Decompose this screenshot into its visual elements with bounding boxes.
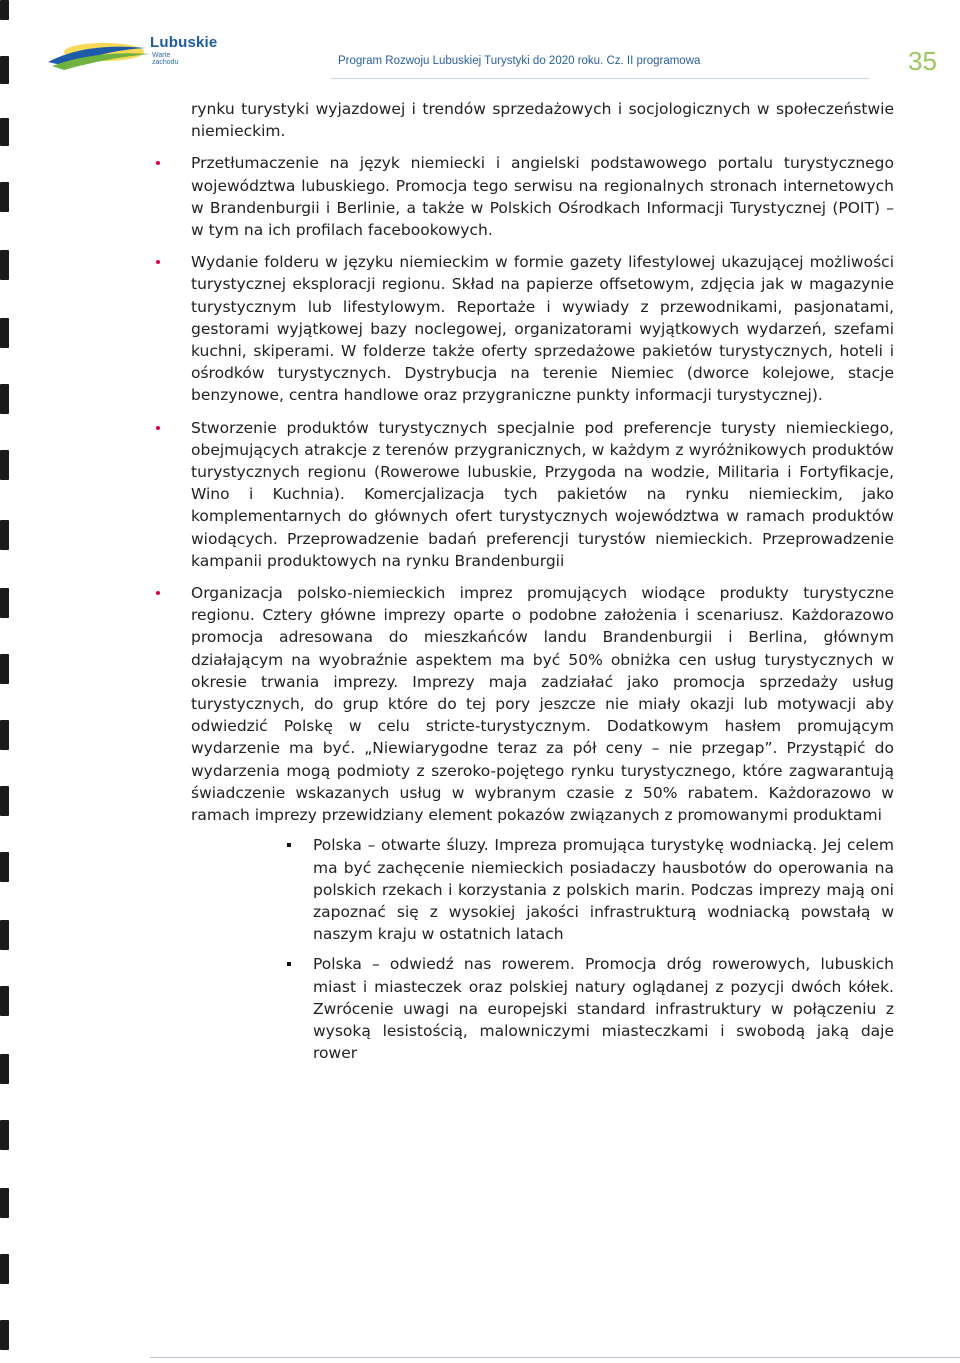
page-header (30, 28, 950, 80)
sub-bullet-text: Polska – odwiedź nas rowerem. Promocja dróg rowerowych, lubuskich miast i miasteczek oraz polskiej natury oglądanej z pozycji dwóch kółek. Zwrócenie uwagi na europejski standard infrastruktury w połączeniu z wysoką lesistością, malowniczymi miasteczkami i swobodą jaką daje rower (313, 955, 894, 1063)
page-number: 35 (908, 46, 937, 76)
bullet-dot-icon (156, 161, 160, 165)
list-item (191, 582, 894, 1064)
square-bullet-icon (287, 962, 291, 966)
bullet-dot-icon (156, 426, 160, 430)
bullet-text: Przetłumaczenie na język niemiecki i angielski podstawowego portalu turystycznego województwa lubuskiego. Promocja tego serwisu na regionalnych stronach internetowych w Brandenburgii i Berlinie, a także w Polskich Ośrodkach Informacji Turystycznej (POIT) – w tym na ich profilach facebookowych. (191, 154, 894, 240)
document-body (191, 98, 894, 1064)
running-title: Program Rozwoju Lubuskiej Turystyki do 2020 roku. Cz. II programowa (338, 55, 701, 67)
sub-list-item (313, 834, 894, 945)
lubuskie-logo (46, 34, 218, 80)
list-item (191, 251, 894, 406)
sub-bullet-text: Polska – otwarte śluzy. Impreza promująca turystykę wodniacką. Jej celem ma być zachęcenie niemieckich posiadaczy hausbotów do operowania na polskich rzekach i korzystania z polskich marin. Podczas imprezy mają oni zapoznać się z wysokiej jakości infrastrukturą wodniacką powstałą w naszym kraju w ostatnich latach (313, 836, 894, 944)
bullet-text: Wydanie folderu w języku niemieckim w formie gazety lifestylowej ukazującej możliwości turystycznej eksploracji regionu. Skład na papierze offsetowym, zdjęcia jak w magazynie turystycznym lub lifestylowym. Reportaże i wywiady z przewodnikami, pasjonatami, gestorami wyjątkowej bazy noclegowej, organizatorami wyjątkowych wydarzeń, szefami kuchni, skiperami. W folderze także oferty sprzedażowe pakietów turystycznych, hoteli i ośrodków turystycznych. Dystrybucja na terenie Niemiec (dworce kolejowe, stacje benzynowe, centra handlowe oraz przygraniczne punkty informacji turystycznej). (191, 253, 894, 405)
header-divider (330, 78, 870, 79)
logo-swoosh-icon (46, 36, 156, 72)
bullet-dot-icon (156, 260, 160, 264)
bullet-text: Organizacja polsko-niemieckich imprez promujących wiodące produkty turystyczne regionu. Cztery główne imprezy oparte o podobne założenia i scenariusz. Każdorazowo promocja adresowana do mieszkańców landu Brandenburgii i Berlina, głównym działającym na wyobraźnie aspektem ma być 50% obniżka cen usług turystycznych w okresie trwania imprezy. Imprezy maja zadziałać jako promocja sprzedaży usług turystycznych, do grup które do tej pory jeszcze nie miały okazji lub motywacji aby odwiedzić Polskę w celu stricte-turystycznym. Dodatkowym hasłem promującym wydarzenie ma być. „Niewiarygodne teraz za pół ceny – nie przegap”. Przystąpić do wydarzenia mogą podmioty z szeroko-pojętego rynku turystycznego, które zagwarantują świadczenie wskazanych usług w wybranym czasie z 50% rabatem. Każdorazowo w ramach imprezy przewidziany element pokazów związanych z promowanymi produktami (191, 584, 894, 825)
bottom-divider (150, 1357, 960, 1358)
binding-marks (0, 0, 14, 1363)
bullet-text: Stworzenie produktów turystycznych specjalnie pod preferencje turysty niemieckiego, obejmujących atrakcje z terenów przygranicznych, w każdym z wyróżnikowych produktów turystycznych regionu (Rowerowe lubuskie, Przygoda na wodzie, Militaria i Fortyfikacje, Wino i Kuchnia). Komercjalizacja tych pakietów na rynku niemieckim, jako komplementarnych do głównych ofert turystycznych województwa w ramach produktów wiodących. Przeprowadzenie badań preferencji turystów niemieckich. Przeprowadzenie kampanii produktowych na rynku Brandenburgii (191, 418, 894, 570)
logo-name: Lubuskie (150, 34, 218, 51)
square-bullet-icon (287, 843, 291, 847)
bullet-list (191, 152, 894, 1064)
lead-paragraph: rynku turystyki wyjazdowej i trendów sprzedażowych i socjologicznych w społeczeństwie niemieckim. (191, 100, 894, 141)
list-item (191, 417, 894, 572)
bullet-dot-icon (156, 591, 160, 595)
sub-bullet-list (191, 834, 894, 1064)
list-item (191, 152, 894, 241)
logo-tagline: Warte zachodu (152, 52, 179, 66)
sub-list-item (313, 953, 894, 1064)
